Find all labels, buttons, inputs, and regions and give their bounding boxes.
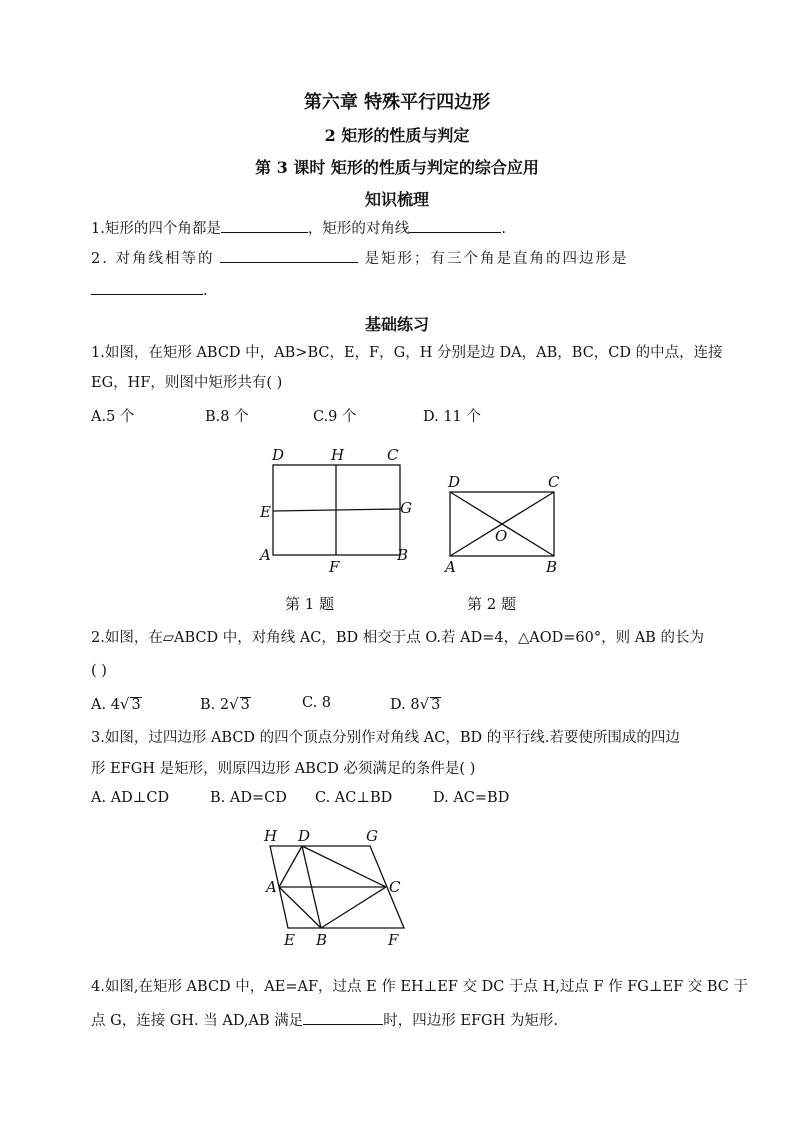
q2-line-2: ( ): [91, 663, 107, 679]
figure-3: [258, 826, 418, 952]
chapter-title: 第六章 特殊平行四边形: [303, 92, 491, 113]
figure-1-caption: 第 1 题: [285, 595, 335, 613]
figure-2-caption: 第 2 题: [467, 595, 517, 613]
fig1-label-c: C: [387, 446, 399, 464]
answer-blank[interactable]: [221, 218, 308, 233]
q1-option-c[interactable]: C.9 个: [313, 409, 357, 425]
q2-option-b[interactable]: B. 2√ 3: [200, 695, 250, 713]
figure-2: [440, 470, 570, 576]
fig2-label-c: C: [548, 473, 560, 491]
fig3-side-dc: [302, 846, 386, 887]
fig1-label-a: A: [260, 546, 271, 564]
fig3-label-h: H: [264, 827, 278, 845]
fig1-label-b: B: [397, 546, 409, 564]
fig3-label-a: A: [266, 878, 277, 896]
answer-blank[interactable]: [409, 218, 501, 233]
q3-line-2: 形 EFGH 是矩形，则原四边形 ABCD 必须满足的条件是( ): [91, 761, 476, 777]
q4-line-1: 4.如图,在矩形 ABCD 中，AE=AF，过点 E 作 EH⊥EF 交 DC 于点 H,过点 F 作 FG⊥EF 交 BC 于: [91, 979, 749, 995]
fig3-label-b: B: [316, 931, 328, 949]
knowledge-item-1: 1.矩形的四个角都是 ，矩形的对角线 .: [91, 218, 506, 239]
fig3-side-ba: [279, 887, 321, 928]
q3-option-b[interactable]: B. AD=CD: [210, 790, 287, 806]
answer-blank[interactable]: [303, 1010, 383, 1025]
q1-option-d[interactable]: D. 11 个: [423, 409, 481, 425]
fig2-label-d: D: [448, 473, 461, 491]
q2-option-d[interactable]: D. 8√ 3: [390, 695, 441, 713]
fig1-label-e: E: [260, 503, 271, 521]
q1-option-a[interactable]: A.5 个: [91, 409, 135, 425]
q3-option-d[interactable]: D. AC=BD: [433, 790, 510, 806]
answer-blank[interactable]: [91, 280, 203, 295]
fig2-label-a: A: [445, 558, 456, 576]
knowledge-item-2-cont: .: [91, 280, 208, 301]
fig1-label-g: G: [400, 499, 412, 517]
lesson-title: 第 3 课时 矩形的性质与判定的综合应用: [255, 158, 539, 177]
figure-1: [255, 445, 415, 575]
q2-option-a[interactable]: A. 4√ 3: [91, 695, 141, 713]
answer-blank[interactable]: [220, 248, 358, 263]
q1-line-2: EG，HF，则图中矩形共有( ): [91, 375, 283, 391]
practice-heading: 基础练习: [364, 315, 429, 334]
q3-line-1: 3.如图，过四边形 ABCD 的四个顶点分别作对角线 AC，BD 的平行线.若要使所围成的四边: [91, 730, 680, 746]
fig3-label-e: E: [284, 931, 295, 949]
fig1-label-h: H: [331, 446, 345, 464]
q3-option-c[interactable]: C. AC⊥BD: [315, 790, 393, 806]
q2-line-1: 2.如图，在▱ABCD 中，对角线 AC，BD 相交于点 O.若 AD=4，△AOD=60°，则 AB 的长为: [91, 630, 704, 646]
knowledge-item-2: 2. 对角线相等的 是矩形；有三个角是直角的四边形是: [91, 248, 628, 269]
fig2-label-b: B: [546, 558, 558, 576]
q1-option-b[interactable]: B.8 个: [205, 409, 249, 425]
fig3-side-cb: [321, 887, 386, 928]
fig3-label-d: D: [298, 827, 311, 845]
section-title: 2 矩形的性质与判定: [324, 126, 470, 145]
fig3-label-f: F: [388, 931, 399, 949]
q4-line-2: 点 G，连接 GH. 当 AD,AB 满足 时，四边形 EFGH 为矩形.: [91, 1010, 558, 1031]
knowledge-heading: 知识梳理: [364, 190, 429, 209]
fig2-label-o: O: [495, 527, 508, 545]
fig1-label-f: F: [329, 558, 340, 575]
fig3-label-g: G: [366, 827, 378, 845]
q3-option-a[interactable]: A. AD⊥CD: [91, 790, 170, 806]
q2-option-c[interactable]: C. 8: [302, 695, 332, 711]
q1-line-1: 1.如图，在矩形 ABCD 中，AB>BC，E，F，G，H 分别是边 DA，AB，BC，CD 的中点，连接: [91, 345, 723, 361]
fig3-side-ad: [279, 846, 302, 887]
fig3-label-c: C: [389, 878, 401, 896]
fig1-label-d: D: [272, 446, 285, 464]
